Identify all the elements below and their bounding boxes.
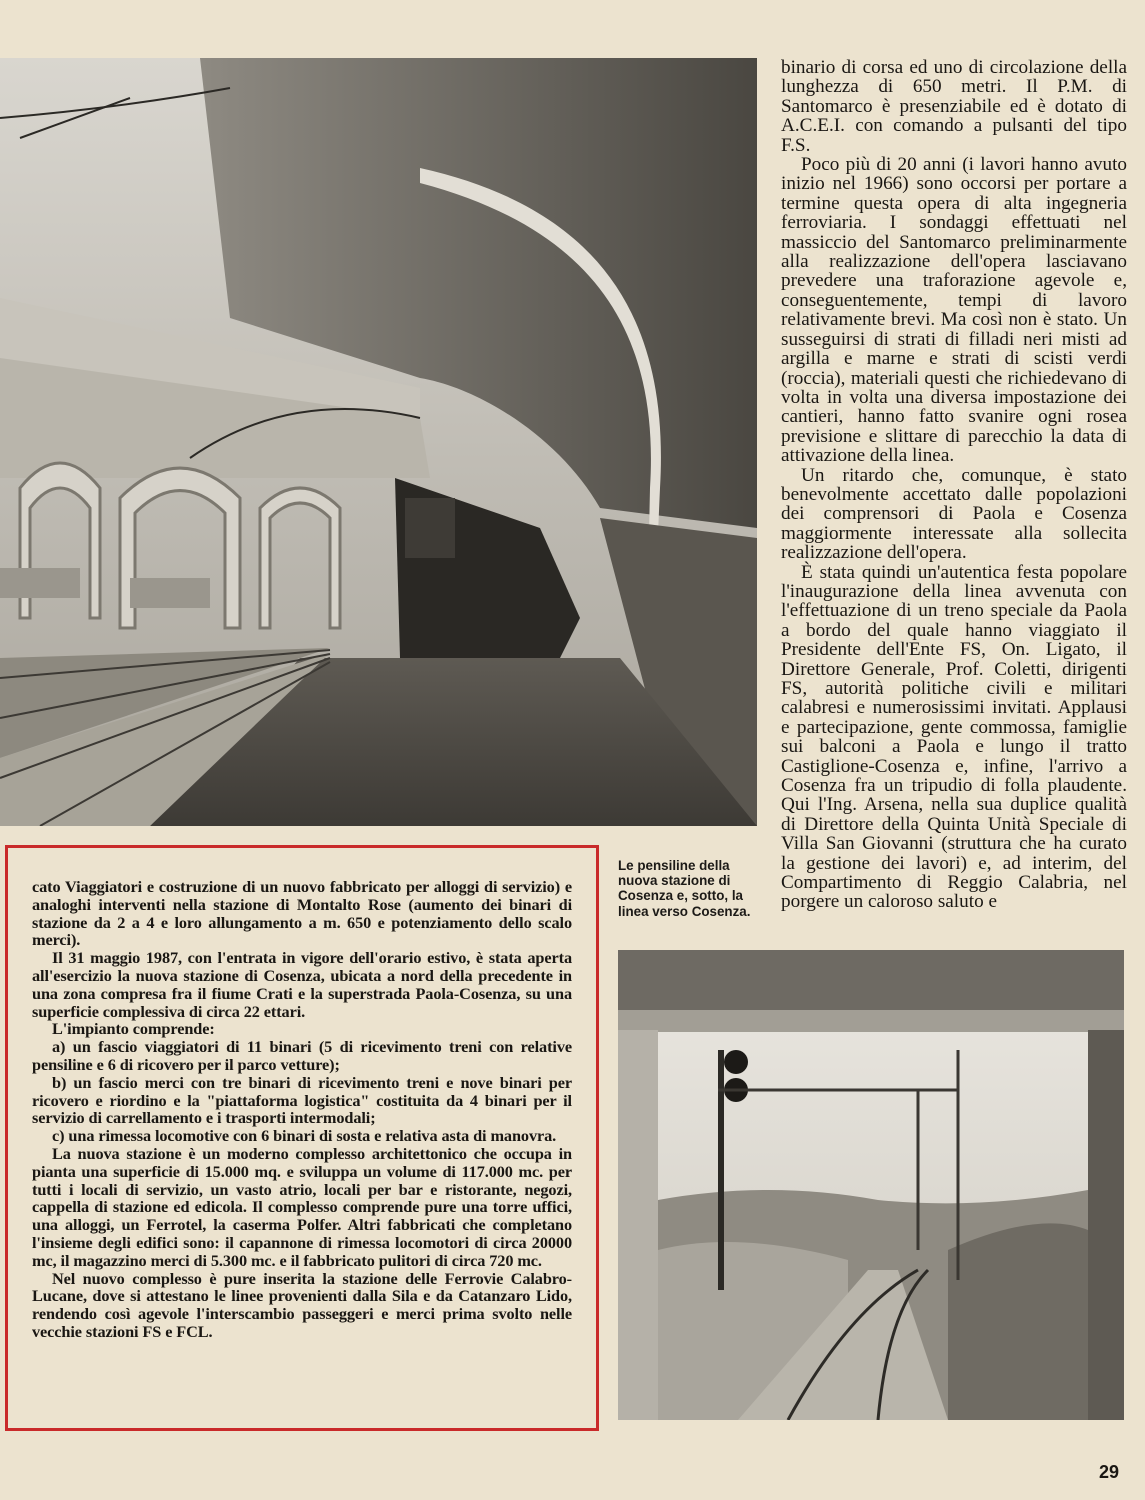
- right-paragraph: Poco più di 20 anni (i lavori hanno avuto inizio nel 1966) sono occorsi per portare a termine questa opera di alta ingegneria ferroviaria. I sondaggi effettuati nel massiccio del Santomarco preliminarmente alla realizzazione dell'opera lasciavano prevedere una traforazione agevole e, conseguentemente, tempi di lavoro relativamente brevi. Ma così non è stato. Un susseguirsi di strati di filladi neri misti ad argilla e marne e strati di scisti verdi (roccia), materiali questi che richiedevano di volta in volta una diversa impostazione dei cantieri, hanno fatto svanire ogni rosea previsione e slittare di parecchio la data di attivazione della linea.: [781, 154, 1127, 467]
- page-number: 29: [1099, 1462, 1120, 1482]
- right-paragraph: È stata quindi un'autentica festa popolare l'inaugurazione della linea avvenuta con l'effettuazione di un treno speciale da Paola a bordo del quale hanno viaggiato il Presidente dell'Ente FS, On. Ligato, il Direttore Generale, Prof. Coletti, dirigenti FS, autorità politiche civili e militari calabresi e numerosissimi invitati. Applausi e partecipazione, gente commossa, famiglie sui balconi a Paola e lungo il tratto Castiglione-Cosenza e, infine, l'arrivo a Cosenza fra un tripudio di folla plaudente. Qui l'Ing. Arsena, nella sua duplice qualità di Direttore della Quinta Unità Speciale di Villa San Giovanni (struttura che ha curato la gestione dei lavori) e, ad interim, del Compartimento di Reggio Calabria, nel porgere un caloroso saluto e: [781, 561, 1127, 913]
- boxed-paragraph: cato Viaggiatori e costruzione di un nuovo fabbricato per alloggi di servizio) e analoghi interventi nella stazione di Montalto Rose (aumento dei binari di stazione da 2 a 4 e loro allungamento a m. 650 e potenziamento dello scalo merci).: [32, 877, 572, 950]
- boxed-paragraph: La nuova stazione è un moderno complesso architettonico che occupa in pianta una superficie di 15.000 mq. e sviluppa un volume di 117.000 mc. per tutti i locali di servizio, un vasto atrio, locali per bar e ristorante, negozi, cappella di stazione ed edicola. Il complesso comprende pure una torre uffici, una alloggi, un Ferrotel, la caserma Polfer. Altri fabbricati che completano l'insieme degli edifici sono: il capannone di rimessa locomotori di circa 20000 mc, il magazzino merci di 5.300 mc. e il fabbricato pulitori di circa 720 mc.: [32, 1143, 572, 1270]
- boxed-paragraph: c) una rimessa locomotive con 6 binari di sosta e relativa asta di manovra.: [52, 1126, 557, 1146]
- boxed-paragraph: L'impianto comprende:: [52, 1019, 215, 1039]
- station-canopy-photo: [0, 58, 757, 826]
- boxed-article: [5, 845, 599, 1431]
- boxed-paragraph: Il 31 maggio 1987, con l'entrata in vigore dell'orario estivo, è stata aperta all'esercizio la nuova stazione di Cosenza, ubicata a nord della precedente in una zona compresa fra il fiume Crati e la superstrada Paola-Cosenza, su una superficie complessiva di circa 22 ettari.: [32, 948, 572, 1021]
- right-paragraph: Un ritardo che, comunque, è stato benevolmente accettato dalle popolazioni dei comprensori di Paola e Cosenza maggiormente interessate alla sollecita realizzazione dell'opera.: [781, 464, 1127, 564]
- boxed-paragraph: Nel nuovo complesso è pure inserita la stazione delle Ferrovie Calabro-Lucane, dove si attestano le linee provenienti dalla Sila e da Catanzaro Lido, rendendo così agevole l'interscambio passeggeri e merci prima svolto nelle vecchie stazioni FS e FCL.: [32, 1268, 572, 1341]
- boxed-paragraph: b) un fascio merci con tre binari di ricevimento treni e nove binari per ricovero e riordino e la "piattaforma logistica" costituita da 4 binari per il servizio di carrellamento e i trasporti intermodali;: [32, 1072, 572, 1128]
- boxed-paragraph: a) un fascio viaggiatori di 11 binari (5 di ricevimento treni con relative pensiline e 6 di ricovero per il parco vetture);: [32, 1037, 572, 1074]
- right-paragraph: binario di corsa ed uno di circolazione della lunghezza di 650 metri. Il P.M. di Santomarco è presenziabile ed è dotato di A.C.E.I. con comando a pulsanti del tipo F.S.: [781, 58, 1127, 156]
- boxed-article-text: [32, 878, 572, 1341]
- photo-caption: Le pensiline della nuova stazione di Cosenza e, sotto, la linea verso Cosenza.: [618, 858, 751, 919]
- railway-line-photo: [618, 950, 1124, 1420]
- right-column-text: [781, 58, 1127, 936]
